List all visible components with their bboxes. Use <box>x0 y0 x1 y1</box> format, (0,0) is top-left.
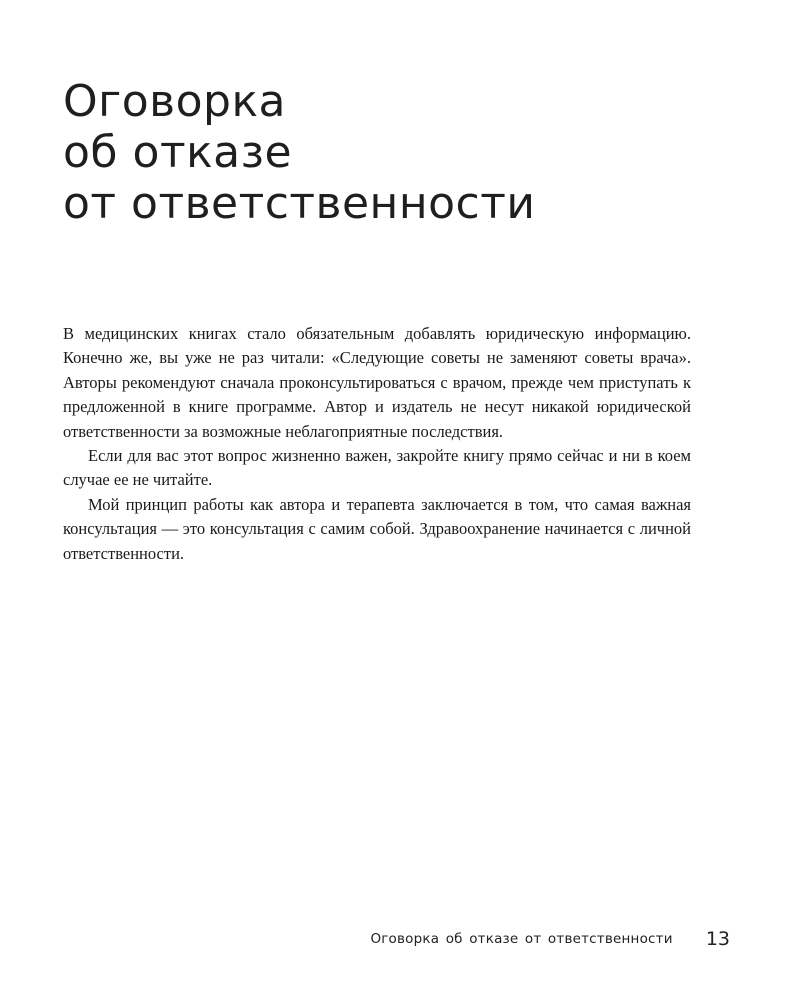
page-footer <box>370 928 730 950</box>
body-text <box>63 322 691 566</box>
paragraph-3: Мой принцип работы как автора и терапевта заключается в том, что самая важная консультация — это консультация с самим собой. Здравоохранение начинается с личной ответственности. <box>63 494 691 563</box>
page-number: 13 <box>705 928 730 950</box>
paragraph-1: В медицинских книгах стало обязательным добавлять юридическую информацию. Конечно же, вы уже не раз читали: «Следующие советы не заменяют советы врача». Авторы рекомендуют сначала проконсультироваться с врачом, прежде чем приступать к предложенной в книге программе. Автор и издатель не несут никакой юридической ответственности за возможные неблагоприятные последствия. <box>63 324 691 441</box>
title-line-3: от ответственности <box>63 178 536 229</box>
page-title <box>63 76 535 229</box>
paragraph-2: Если для вас этот вопрос жизненно важен, закройте книгу прямо сейчас и ни в коем случае ее не читайте. <box>63 446 691 490</box>
title-line-2: об отказе <box>63 127 293 178</box>
running-head: Оговорка об отказе от ответственности <box>370 931 673 947</box>
title-line-1: Оговорка <box>63 76 286 127</box>
